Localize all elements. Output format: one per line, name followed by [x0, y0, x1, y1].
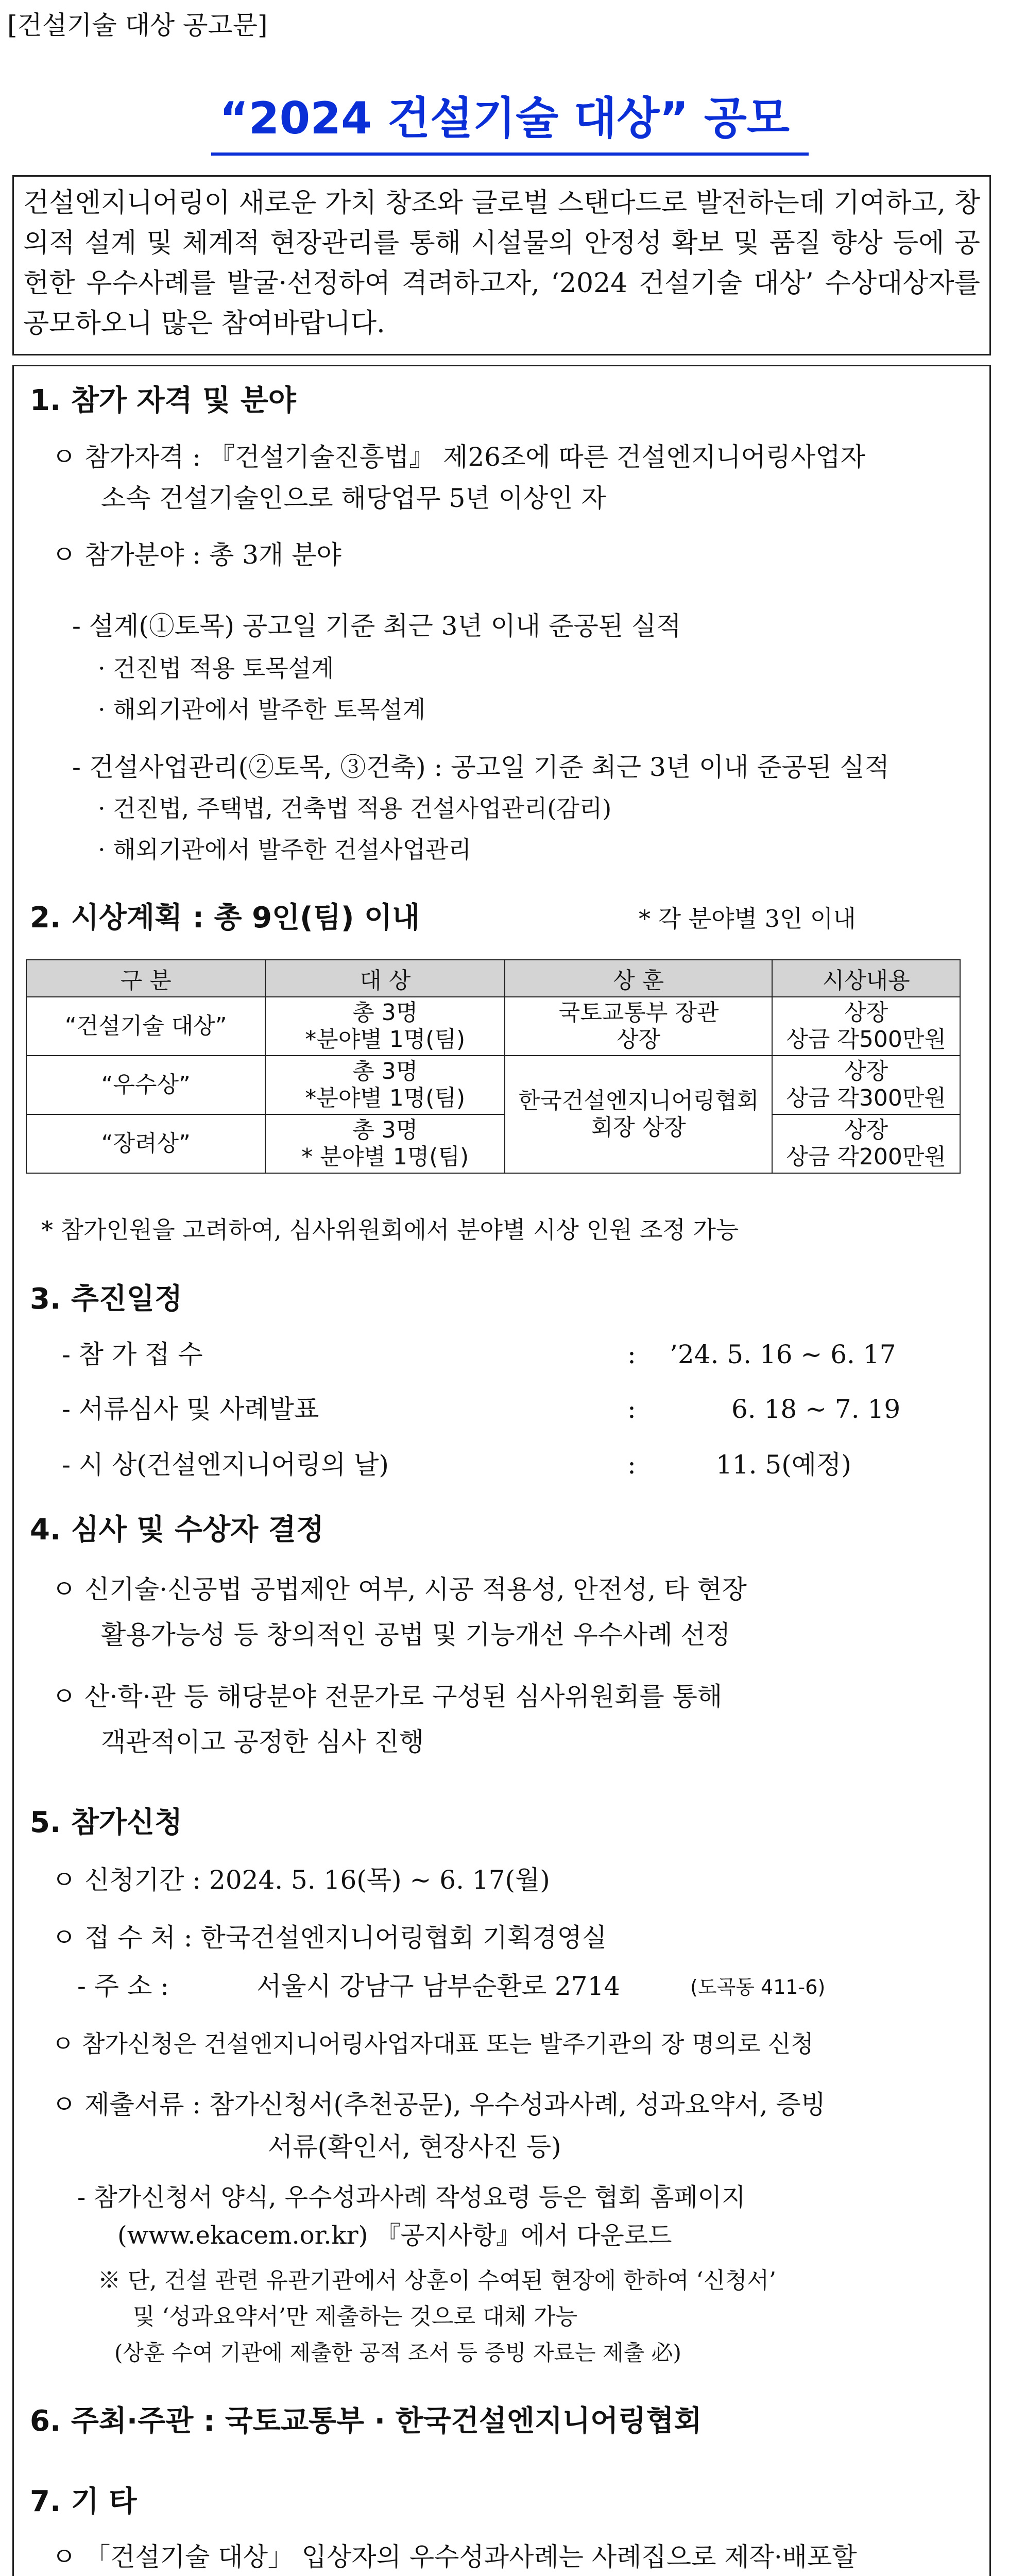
- management-item-a: · 건진법, 주택법, 건축법 적용 건설사업관리(감리): [98, 794, 612, 822]
- page-title: “2024 건설기술 대상” 공모: [219, 93, 790, 144]
- review-criteria-line-2: 활용가능성 등 창의적인 공법 및 기능개선 우수사례 선정: [101, 1620, 731, 1650]
- schedule-value: 6. 18 ~ 7. 19: [731, 1394, 901, 1424]
- award-name: “건설기술 대상”: [26, 997, 265, 1056]
- application-note: ㅇ 참가신청은 건설엔지니어링사업자대표 또는 발주기관의 장 명의로 신청: [52, 2030, 814, 2058]
- table-row: [26, 1056, 960, 1114]
- field-line: ㅇ 참가분야 : 총 3개 분야: [52, 540, 341, 570]
- exception-note-line-2: 및 ‘성과요약서’만 제출하는 것으로 대체 가능: [133, 2303, 577, 2330]
- table-header: 구 분: [26, 960, 265, 997]
- documents-line-1: ㅇ 제출서류 : 참가신청서(추천공문), 우수성과사례, 성과요약서, 증빙: [52, 2090, 826, 2120]
- management-item-b: · 해외기관에서 발주한 건설사업관리: [98, 836, 472, 863]
- address-label: - 주 소 :: [77, 1971, 169, 2001]
- section-5-heading: 5. 참가신청: [30, 1806, 183, 1839]
- schedule-value: ’24. 5. 16 ~ 6. 17: [670, 1340, 896, 1369]
- table-header-row: [26, 960, 960, 997]
- award-prize: 상장 상금 각500만원: [772, 997, 960, 1056]
- etc-line-1: ㅇ 「건설기술 대상」 입상자의 우수성과사례는 사례집으로 제작·배포할: [52, 2542, 857, 2572]
- section-2-heading: 2. 시상계획 : 총 9인(팀) 이내: [30, 901, 420, 935]
- exception-note-line-1: ※ 단, 건설 관련 유관기관에서 상훈이 수여된 현장에 한하여 ‘신청서’: [98, 2267, 776, 2294]
- schedule-value: 11. 5(예정): [716, 1450, 851, 1480]
- design-field: - 설계(①토목) 공고일 기준 최근 3년 이내 준공된 실적: [72, 611, 681, 641]
- documents-line-2: 서류(확인서, 현장사진 등): [268, 2132, 561, 2162]
- title-underline: [211, 152, 809, 156]
- design-item-a: · 건진법 적용 토목설계: [98, 654, 334, 682]
- section-7-heading: 7. 기 타: [30, 2485, 137, 2518]
- schedule-label: - 참 가 접 수: [62, 1340, 203, 1369]
- review-criteria-line-1: ㅇ 신기술·신공법 공법제안 여부, 시공 적용성, 안전성, 타 현장: [52, 1574, 747, 1604]
- schedule-label: - 서류심사 및 사례발표: [62, 1394, 319, 1424]
- award-prize: 상장 상금 각200만원: [772, 1114, 960, 1173]
- schedule-colon: :: [627, 1394, 636, 1424]
- intro-box: 건설엔지니어링이 새로운 가치 창조와 글로벌 스탠다드로 발전하는데 기여하고, 창의적 설계 및 체계적 현장관리를 통해 시설물의 안정성 확보 및 품질 향상 등에 공헌한 우수사례를 발굴·선정하여 격려하고자, ‘2024 건설기술 대상’ 수상대상자를 공모하오니 많은 참여바랍니다.: [12, 175, 991, 355]
- table-header: 시상내용: [772, 960, 960, 997]
- award-name: “장려상”: [26, 1114, 265, 1173]
- document-tag: [건설기술 대상 공고문]: [7, 10, 268, 40]
- form-download-line-2: (www.ekacem.or.kr) 『공지사항』에서 다운로드: [117, 2221, 672, 2250]
- award-limit-note: * 각 분야별 3인 이내: [639, 905, 856, 933]
- review-committee-line-1: ㅇ 산·학·관 등 해당분야 전문가로 구성된 심사위원회를 통해: [52, 1682, 723, 1711]
- table-row: [26, 1114, 960, 1173]
- design-item-b: · 해외기관에서 발주한 토목설계: [98, 696, 426, 723]
- award-table: [26, 959, 961, 1174]
- application-place: ㅇ 접 수 처 : 한국건설엔지니어링협회 기획경영실: [52, 1923, 607, 1953]
- award-honor: 국토교통부 장관 상장: [505, 997, 772, 1056]
- table-row: [26, 997, 960, 1056]
- form-download-line-1: - 참가신청서 양식, 우수성과사례 작성요령 등은 협회 홈페이지: [77, 2183, 746, 2212]
- review-committee-line-2: 객관적이고 공정한 심사 진행: [101, 1727, 424, 1757]
- award-target: 총 3명 * 분야별 1명(팀): [265, 1114, 504, 1173]
- table-header: 상 훈: [505, 960, 772, 997]
- schedule-label: - 시 상(건설엔지니어링의 날): [62, 1450, 389, 1480]
- award-target: 총 3명 *분야별 1명(팀): [265, 997, 504, 1056]
- section-1-heading: 1. 참가 자격 및 분야: [30, 384, 296, 417]
- award-footnote: * 참가인원을 고려하여, 심사위원회에서 분야별 시상 인원 조정 가능: [41, 1216, 739, 1244]
- section-4-heading: 4. 심사 및 수상자 결정: [30, 1513, 324, 1547]
- exception-note-line-3: (상훈 수여 기관에 제출한 공적 조서 등 증빙 자료는 제출 必): [114, 2340, 681, 2365]
- schedule-colon: :: [627, 1450, 636, 1480]
- section-6-heading: 6. 주최·주관 : 국토교통부 · 한국건설엔지니어링협회: [30, 2404, 702, 2438]
- address-detail: (도곡동 411-6): [690, 1976, 826, 1998]
- table-header: 대 상: [265, 960, 504, 997]
- award-target: 총 3명 *분야별 1명(팀): [265, 1056, 504, 1114]
- section-3-heading: 3. 추진일정: [30, 1282, 183, 1316]
- address: 서울시 강남구 남부순환로 2714: [256, 1971, 621, 2001]
- qualification-line-1: ㅇ 참가자격 : 『건설기술진흥법』 제26조에 따른 건설엔지니어링사업자: [52, 442, 865, 472]
- award-honor: 한국건설엔지니어링협회 회장 상장: [505, 1056, 772, 1173]
- award-name: “우수상”: [26, 1056, 265, 1114]
- application-period: ㅇ 신청기간 : 2024. 5. 16(목) ~ 6. 17(월): [52, 1865, 550, 1895]
- award-prize: 상장 상금 각300만원: [772, 1056, 960, 1114]
- qualification-line-2: 소속 건설기술인으로 해당업무 5년 이상인 자: [101, 483, 606, 513]
- management-field: - 건설사업관리(②토목, ③건축) : 공고일 기준 최근 3년 이내 준공된 실적: [72, 752, 890, 782]
- schedule-colon: :: [627, 1340, 636, 1369]
